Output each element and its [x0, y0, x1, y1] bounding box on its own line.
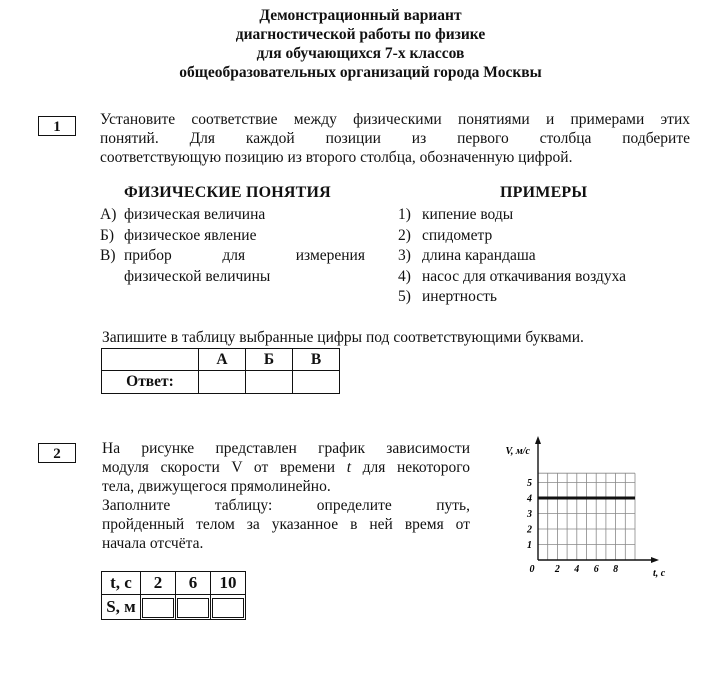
answer-box[interactable]	[212, 598, 244, 618]
y-tick-label: 5	[527, 478, 532, 489]
text-word: Заполните	[102, 497, 171, 514]
task-2-text	[102, 439, 470, 553]
concept-item	[100, 226, 365, 247]
chart-grid	[538, 473, 635, 560]
task-2-number: 2	[38, 443, 76, 463]
header-line-1: Демонстрационный вариант	[259, 7, 462, 24]
t2-time-value: 6	[176, 572, 211, 595]
task-2-table	[101, 571, 246, 620]
t2-answer-cell[interactable]	[176, 595, 211, 620]
y-tick-label: 2	[527, 524, 532, 536]
x-tick-label: 0	[529, 564, 535, 575]
header-line-2: диагностической работы по физике	[235, 26, 486, 43]
t2-time-value: 2	[141, 572, 176, 595]
concepts-list	[100, 205, 365, 287]
concept-text-continuation: физической величины	[124, 267, 271, 285]
document-header	[0, 6, 721, 82]
chart-ticks	[506, 446, 666, 579]
x-axis-arrow	[651, 557, 659, 563]
example-item	[398, 246, 626, 267]
example-text: спидометр	[422, 226, 493, 244]
answer-table-header: В	[293, 349, 340, 371]
concepts-heading: ФИЗИЧЕСКИЕ ПОНЯТИЯ	[124, 184, 331, 201]
concept-label: Б)	[100, 226, 115, 244]
concept-text	[124, 246, 365, 267]
example-label: 2)	[398, 226, 411, 244]
example-label: 5)	[398, 288, 411, 305]
example-text: кипение воды	[422, 206, 514, 223]
example-text: насос для откачивания воздуха	[422, 267, 626, 285]
answer-row-label: Ответ:	[102, 371, 199, 394]
concept-label: В)	[100, 247, 116, 264]
example-label: 4)	[398, 267, 411, 285]
text-fragment: для некоторого	[351, 459, 470, 476]
header-line-4: общеобразовательных организаций города Москвы	[179, 64, 542, 81]
example-item	[398, 205, 626, 226]
x-tick-label: 2	[554, 564, 560, 575]
task-2-text-line-3: тела, движущегося прямолинейно.	[102, 478, 331, 495]
task-1-text-line-1: Установите соответствие между физическими понятиями и примерами этих	[100, 111, 690, 128]
example-label: 3)	[398, 247, 411, 264]
answer-box[interactable]	[142, 598, 174, 618]
velocity-chart	[490, 432, 690, 582]
examples-heading: ПРИМЕРЫ	[500, 184, 588, 201]
answer-table-header: Б	[246, 349, 293, 371]
example-item	[398, 267, 626, 288]
task-2-text-line-6: начала отсчёта.	[102, 535, 204, 552]
y-tick-label: 3	[527, 509, 532, 520]
task-1-text	[100, 110, 690, 167]
task-2-text-line-2	[102, 458, 470, 477]
header-line-3: для обучающихся 7-х классов	[256, 45, 465, 62]
task-1-text-line-3: соответствующую позицию из второго столбца, обозначенную цифрой.	[100, 149, 573, 166]
example-item	[398, 287, 626, 308]
answer-cell-a[interactable]	[199, 371, 246, 394]
task-1-answer-table	[101, 348, 340, 394]
text-word: определите	[316, 497, 392, 514]
answer-box[interactable]	[177, 598, 209, 618]
answer-table-header: А	[199, 349, 246, 371]
concept-word: измерения	[295, 247, 365, 264]
x-tick-label: 4	[574, 564, 580, 575]
t2-header-label: t, с	[102, 572, 141, 595]
task-1-number: 1	[38, 116, 76, 136]
concept-text: физическая величина	[124, 206, 266, 223]
text-word: таблицу:	[214, 497, 273, 514]
task-2-text-line-1: На рисунке представлен график зависимости	[102, 440, 470, 457]
t2-answer-cell[interactable]	[211, 595, 246, 620]
t2-row-label: S, м	[102, 595, 141, 620]
t2-answer-cell[interactable]	[141, 595, 176, 620]
y-tick-label: 1	[527, 540, 532, 551]
concept-text: физическое явление	[124, 226, 257, 244]
example-text: длина карандаша	[422, 247, 536, 264]
answer-cell-b[interactable]	[246, 371, 293, 394]
t-variable: t	[346, 459, 351, 476]
x-tick-label: 8	[613, 564, 619, 575]
example-text: инертность	[422, 288, 497, 305]
examples-list	[398, 205, 626, 308]
task-1-text-line-2: понятий. Для каждой позиции из первого столбца подберите	[100, 130, 690, 147]
answer-table-corner	[102, 349, 199, 371]
concept-label: А)	[100, 206, 117, 223]
example-label: 1)	[398, 206, 411, 223]
example-item	[398, 226, 626, 247]
concept-word: прибор	[124, 247, 172, 264]
text-word: путь,	[436, 497, 470, 514]
concept-item	[100, 246, 365, 267]
answer-cell-v[interactable]	[293, 371, 340, 394]
task-1-instruction: Запишите в таблицу выбранные цифры под соответствующими буквами.	[102, 329, 584, 346]
concept-item	[100, 205, 365, 226]
y-axis-label: V, м/с	[505, 446, 530, 457]
text-fragment: модуля скорости V от времени	[102, 459, 347, 476]
concept-word: для	[222, 247, 246, 264]
task-2-text-line-4	[102, 496, 470, 515]
task-2-text-line-5: пройденный телом за указанное в ней время от	[102, 516, 470, 533]
x-tick-label: 6	[593, 564, 599, 575]
y-tick-label: 4	[527, 493, 532, 505]
t2-time-value: 10	[211, 572, 246, 595]
x-axis-label: t, с	[653, 568, 666, 579]
y-axis-arrow	[535, 436, 541, 444]
